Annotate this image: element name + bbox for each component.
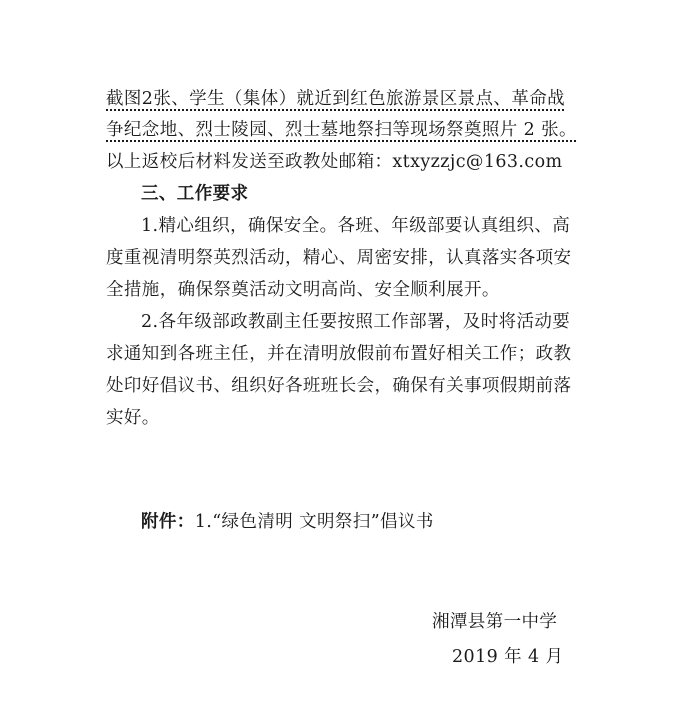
attachment-text: 1.“绿色清明 文明祭扫”倡议书 — [194, 512, 434, 532]
item1-line-2: 度重视清明祭英烈活动，精心、周密安排，认真落实各项安 — [106, 248, 572, 268]
intro-line-1: 截图2张、学生（集体）就近到红色旅游景区景点、革命战 — [106, 89, 566, 109]
attachment-label: 附件： — [141, 512, 195, 532]
signature-date: 2019 年 4 月 — [452, 647, 564, 667]
item2-line-4: 实好。 — [106, 408, 160, 428]
item1-line-3: 全措施，确保祭奠活动文明高尚、安全顺利展开。 — [106, 280, 500, 300]
attachment-line — [141, 507, 596, 537]
intro-line-2: 争纪念地、烈士陵园、烈士墓地祭扫等现场祭奠照片 2 张。 — [106, 120, 577, 140]
item2-line-1: 2.各年级部政教副主任要按照工作部署，及时将活动要 — [141, 312, 571, 332]
item1-line-1: 1.精心组织，确保安全。各班、年级部要认真组织、高 — [141, 216, 571, 236]
section-heading: 三、工作要求 — [141, 184, 249, 204]
signature-org: 湘潭县第一中学 — [432, 612, 558, 632]
item2-line-2: 求通知到各班主任，并在清明放假前布置好相关工作；政教 — [106, 344, 572, 364]
intro-line-3: 以上返校后材料发送至政教处邮箱：xtxyzzjc@163.com — [106, 152, 563, 172]
item2-line-3: 处印好倡议书、组织好各班班长会，确保有关事项假期前落 — [106, 376, 572, 396]
